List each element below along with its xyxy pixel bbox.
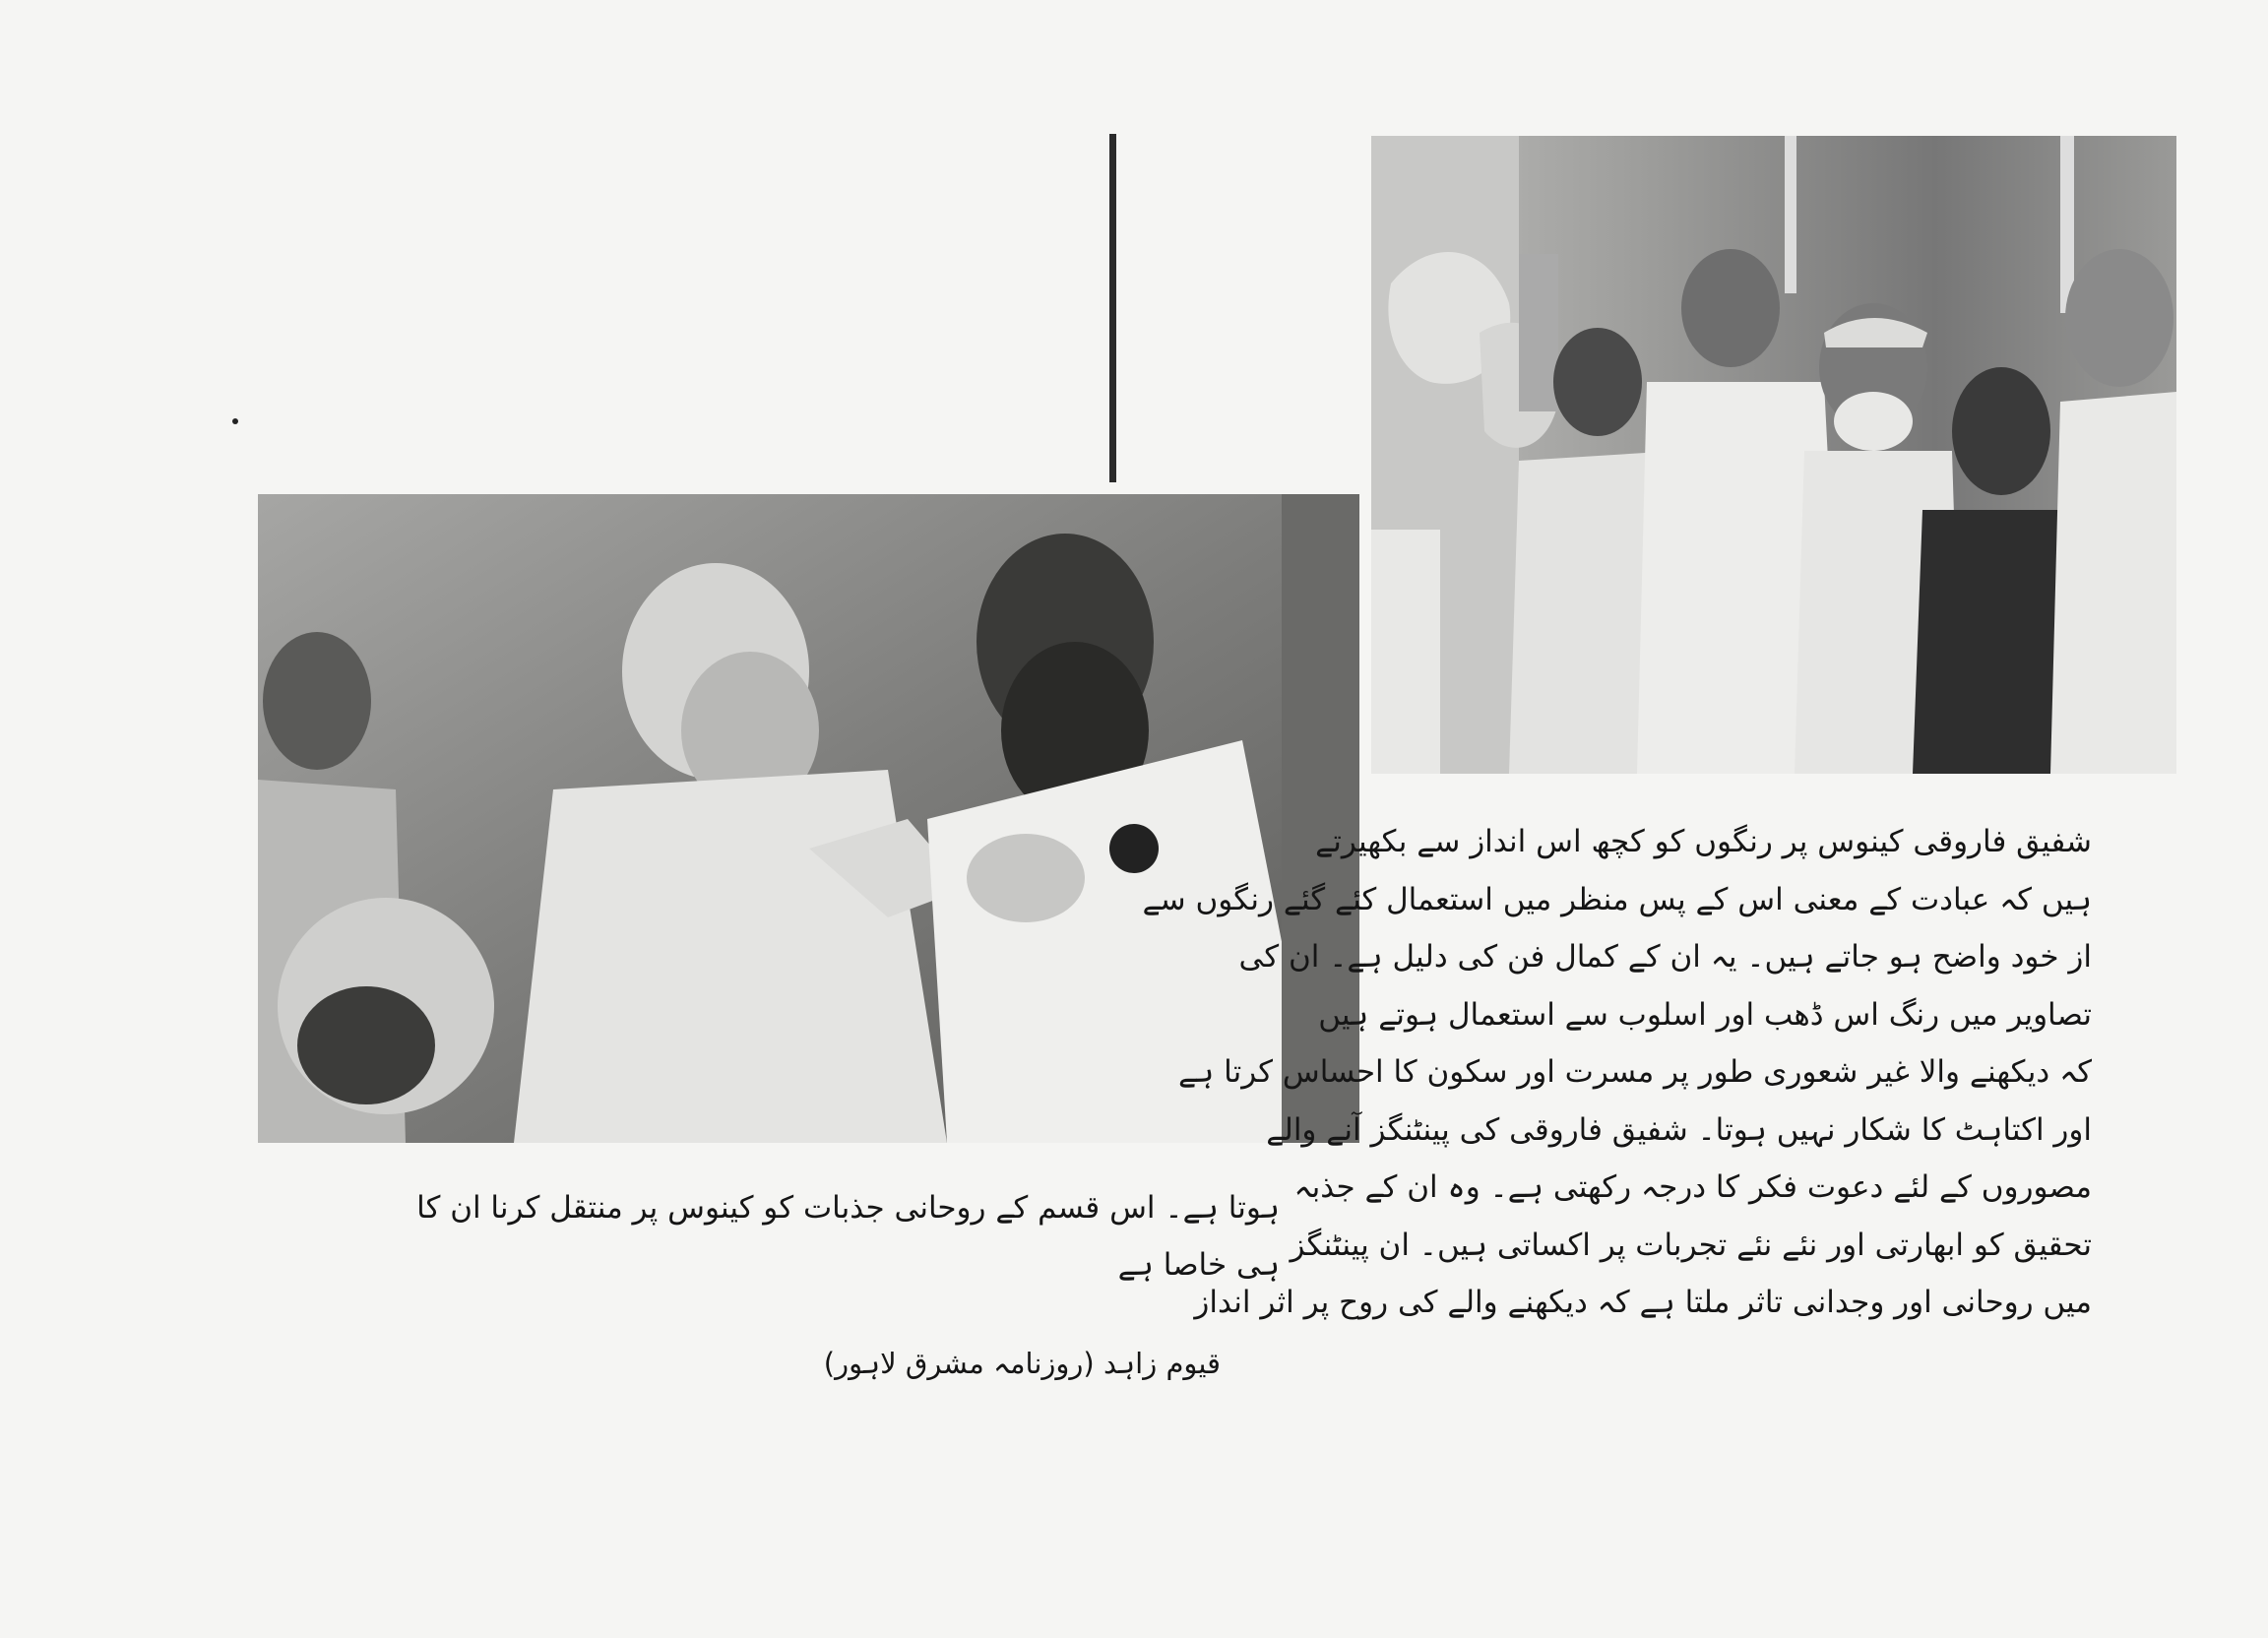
- article-line: اور اکتاہٹ کا شکار نہیں ہوتا۔ شفیق فاروقی کی پینٹنگز آنے والے: [1266, 1111, 2092, 1148]
- article-line: میں روحانی اور وجدانی تاثر ملتا ہے کہ دیکھنے والے کی روح پر اثر انداز: [1194, 1285, 2092, 1320]
- article-line: تحقیق کو ابھارتی اور نئے نئے تجربات پر اکساتی ہیں۔ ان پینٹنگز: [1290, 1227, 2092, 1263]
- article-line: کہ دیکھنے والا غیر شعوری طور پر مسرت اور سکون کا احساس کرتا ہے: [1177, 1054, 2092, 1090]
- article-line: شفیق فاروقی کینوس پر رنگوں کو کچھ اس انداز سے بکھیرتے: [1315, 824, 2092, 859]
- article-line: مصوروں کے لئے دعوت فکر کا درجہ رکھتی ہے۔ وہ ان کے جذبہ: [1293, 1169, 2092, 1205]
- article-continuation: [416, 1179, 1280, 1293]
- group-photo-image: [1371, 136, 2176, 774]
- article-line: ہی خاصا ہے: [1117, 1247, 1280, 1283]
- article-line: از خود واضح ہو جاتے ہیں۔ یہ ان کے کمال فن کی دلیل ہے۔ ان کی: [1238, 939, 2092, 975]
- ink-speck: [232, 418, 238, 424]
- article-line: تصاویر میں رنگ اس ڈھب اور اسلوب سے استعمال ہوتے ہیں: [1318, 996, 2092, 1033]
- article-line: ہیں کہ عبادت کے معنی اس کے پس منظر میں استعمال کئے گئے رنگوں سے: [1142, 881, 2092, 917]
- article-byline: قیوم زاہد (روزنامہ مشرق لاہور): [823, 1347, 1221, 1380]
- group-photo: [1371, 136, 2176, 774]
- article-line: ہوتا ہے۔ اس قسم کے روحانی جذبات کو کینوس پر منتقل کرنا ان کا: [416, 1190, 1280, 1226]
- photo-border-line: [1109, 134, 1116, 482]
